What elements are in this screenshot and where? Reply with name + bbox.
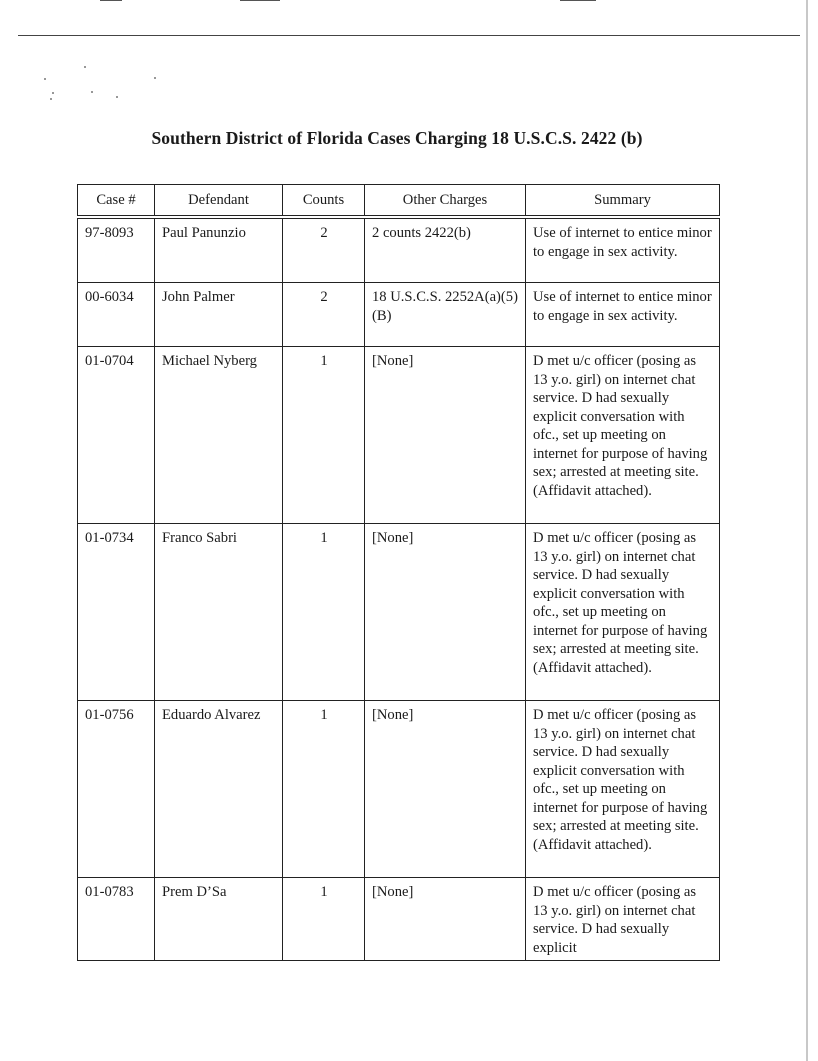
table-header-row	[78, 185, 720, 218]
cell-defendant: Franco Sabri	[155, 524, 283, 701]
table-row	[78, 878, 720, 961]
cell-other-charges: [None]	[365, 878, 526, 961]
scan-artifact	[100, 0, 122, 1]
cell-defendant: Eduardo Alvarez	[155, 701, 283, 878]
scan-speck	[50, 98, 52, 100]
cell-summary: D met u/c officer (posing as 13 y.o. girl) on internet chat service. D had sexually explicit conversation with ofc., set up meeting on internet for purpose of having sex; arrested at meeting site. (Affidavit attached).	[526, 701, 720, 878]
cell-counts: 1	[283, 524, 365, 701]
cell-defendant: Michael Nyberg	[155, 347, 283, 524]
scan-speck	[52, 92, 54, 94]
scan-artifact	[560, 0, 596, 1]
cell-counts: 1	[283, 878, 365, 961]
cell-summary: D met u/c officer (posing as 13 y.o. girl) on internet chat service. D had sexually explicit	[526, 878, 720, 961]
cell-other-charges: 2 counts 2422(b)	[365, 217, 526, 283]
cell-case: 01-0734	[78, 524, 155, 701]
cell-counts: 1	[283, 347, 365, 524]
cell-counts: 2	[283, 283, 365, 347]
cell-other-charges: [None]	[365, 524, 526, 701]
cases-table	[77, 184, 720, 961]
cell-case: 01-0756	[78, 701, 155, 878]
scan-speck	[154, 77, 156, 79]
header-counts: Counts	[283, 185, 365, 218]
header-other-charges: Other Charges	[365, 185, 526, 218]
scan-speck	[84, 66, 86, 68]
document-title: Southern District of Florida Cases Charging 18 U.S.C.S. 2422 (b)	[151, 128, 643, 148]
table-row	[78, 283, 720, 347]
table-row	[78, 701, 720, 878]
cell-case: 01-0783	[78, 878, 155, 961]
header-summary: Summary	[526, 185, 720, 218]
cell-summary: Use of internet to entice minor to engage in sex activity.	[526, 217, 720, 283]
top-rule	[18, 35, 800, 36]
scan-speck	[44, 78, 46, 80]
cell-case: 01-0704	[78, 347, 155, 524]
cell-summary: Use of internet to entice minor to engage in sex activity.	[526, 283, 720, 347]
cell-counts: 2	[283, 217, 365, 283]
scan-artifact	[240, 0, 280, 1]
scan-speck	[116, 96, 118, 98]
table-row	[78, 347, 720, 524]
header-case: Case #	[78, 185, 155, 218]
cell-other-charges: [None]	[365, 701, 526, 878]
cell-other-charges: [None]	[365, 347, 526, 524]
cell-defendant: Prem D’Sa	[155, 878, 283, 961]
cell-defendant: Paul Panunzio	[155, 217, 283, 283]
cell-counts: 1	[283, 701, 365, 878]
cell-case: 00-6034	[78, 283, 155, 347]
table-row	[78, 217, 720, 283]
table-row	[78, 524, 720, 701]
cell-summary: D met u/c officer (posing as 13 y.o. girl) on internet chat service. D had sexually explicit conversation with ofc., set up meeting on internet for purpose of having sex; arrested at meeting site. (Affidavit attached).	[526, 524, 720, 701]
page-edge-shadow	[806, 0, 808, 1061]
scan-speck	[91, 91, 93, 93]
cell-case: 97-8093	[78, 217, 155, 283]
cell-defendant: John Palmer	[155, 283, 283, 347]
cell-summary: D met u/c officer (posing as 13 y.o. girl) on internet chat service. D had sexually explicit conversation with ofc., set up meeting on internet for purpose of having sex; arrested at meeting site. (Affidavit attached).	[526, 347, 720, 524]
header-defendant: Defendant	[155, 185, 283, 218]
cell-other-charges: 18 U.S.C.S. 2252A(a)(5)(B)	[365, 283, 526, 347]
